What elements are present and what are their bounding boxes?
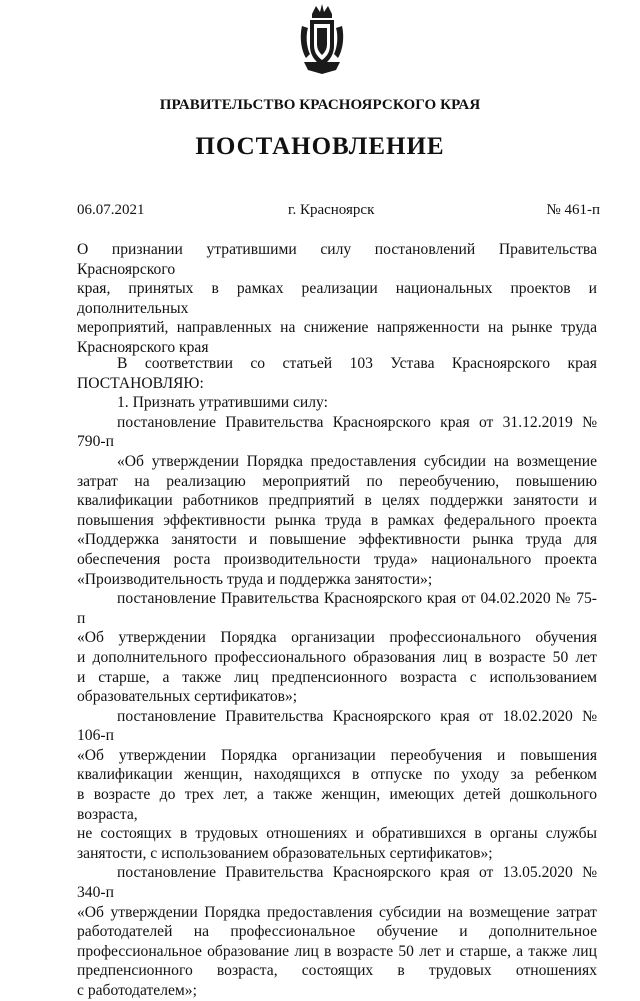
body-line: и старше, а также лиц предпенсионного возраста с использованием (77, 668, 597, 686)
body-line: квалификации работников предприятий в целях поддержки занятости и (77, 492, 597, 510)
body-line: постановление Правительства Красноярского края от 04.02.2020 № 75-п (77, 590, 597, 627)
issuing-authority: ПРАВИТЕЛЬСТВО КРАСНОЯРСКОГО КРАЯ (159, 97, 481, 113)
coat-of-arms-icon (298, 4, 346, 76)
document-date: 06.07.2021 (77, 202, 145, 218)
body-line: «Об утверждении Порядка предоставления субсидии на возмещение (117, 452, 597, 470)
body-line: обеспечения роста производительности труда» национального проекта (77, 550, 597, 568)
body-line: предпенсионного возраста, состоящих в трудовых отношениях (77, 962, 597, 980)
document-number: № 461-п (546, 202, 600, 218)
body-line: с работодателем»; (77, 982, 197, 999)
body-line: «Об утверждении Порядка организации профессионального обучения (77, 629, 597, 647)
subject-line: Красноярского края (77, 338, 209, 356)
body-line: «Производительность труда и поддержка занятости»; (77, 570, 433, 588)
body-line: постановление Правительства Красноярского края от 18.02.2020 № 106-п (77, 707, 597, 745)
body-line: «Поддержка занятости и повышение эффективности рынка труда для (77, 531, 597, 549)
subject-line: О признании утратившими силу постановлений Правительства Красноярского (77, 241, 597, 278)
body-line: «Об утверждении Порядка организации переобучения и повышения (77, 746, 597, 764)
document-body (77, 354, 597, 1001)
body-line: работодателей на профессиональное обучение и дополнительное (77, 923, 597, 941)
body-line: в возрасте до трех лет, а также женщин, имеющих детей дошкольного возраста, (77, 786, 597, 823)
document-subject (77, 240, 597, 358)
body-line: «Об утверждении Порядка предоставления субсидии на возмещение затрат (77, 903, 597, 921)
body-line: профессиональное образование лиц в возрасте 50 лет и старше, а также лиц (77, 942, 597, 960)
body-line: повышения эффективности рынка труда в рамках федерального проекта (77, 511, 597, 529)
body-line: занятости, с использованием образовательных сертификатов»; (77, 844, 493, 862)
subject-line: мероприятий, направленных на снижение напряженности на рынке труда (77, 319, 597, 337)
body-line: не состоящих в трудовых отношениях и обратившихся в органы службы (77, 825, 597, 843)
body-line: затрат на реализацию мероприятий по переобучению, повышению (77, 472, 597, 490)
subject-line: края, принятых в рамках реализации национальных проектов и дополнительных (77, 280, 597, 317)
document-type-title: ПОСТАНОВЛЕНИЕ (195, 133, 445, 160)
body-line: постановление Правительства Красноярского края от 13.05.2020 № 340-п (77, 864, 597, 902)
body-line: квалификации женщин, находящихся в отпуске по уходу за ребенком (77, 766, 597, 784)
body-line: образовательных сертификатов»; (77, 688, 298, 706)
document-city: г. Красноярск (288, 202, 375, 218)
body-line: В соответствии со статьей 103 Устава Красноярского края (117, 355, 597, 372)
body-line: ПОСТАНОВЛЯЮ: (77, 374, 204, 392)
body-line: 1. Признать утратившими силу: (117, 394, 328, 412)
body-line: постановление Правительства Красноярского края от 31.12.2019 № 790-п (77, 413, 597, 451)
body-line: и дополнительного профессионального образования лиц в возрасте 50 лет (77, 648, 597, 666)
